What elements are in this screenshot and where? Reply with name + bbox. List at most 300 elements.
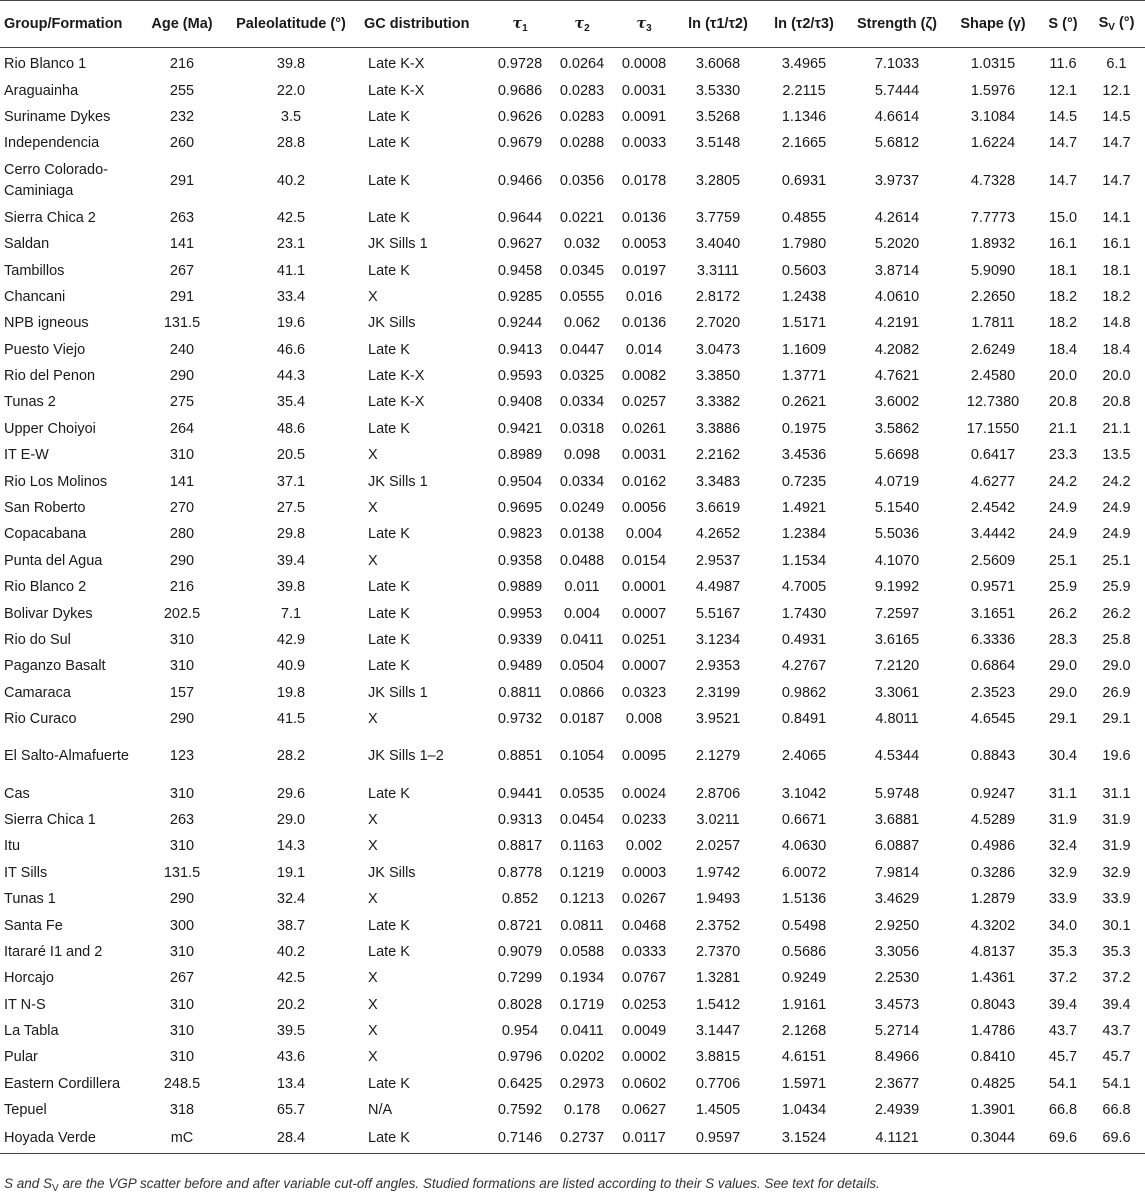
cell-ln-tau1-tau2: 0.9597 (674, 1123, 762, 1154)
cell-ln-tau1-tau2: 3.5148 (695, 135, 741, 152)
cell-ln-tau1-tau2: 3.3483 (695, 473, 741, 490)
cell-tau1: 0.9489 (497, 658, 543, 675)
cell-tau3: 0.0627 (621, 1102, 667, 1119)
cell-s: 29.0 (1048, 684, 1078, 701)
cell-age: 263 (169, 811, 195, 828)
cell-sv: 26.9 (1102, 684, 1131, 701)
cell-group: San Roberto (4, 500, 86, 517)
cell-sv: 25.1 (1102, 552, 1131, 569)
cell-tau2: 0.0866 (559, 684, 605, 701)
cell-tau1: 0.8811 (498, 684, 542, 701)
cell-s: 20.0 (1048, 368, 1078, 385)
cell-ln-tau1-tau2: 2.7370 (695, 943, 741, 960)
cell-tau1: 0.8721 (497, 917, 543, 934)
table-row (0, 284, 1145, 310)
cell-ln-tau1-tau2: 2.8706 (695, 785, 741, 802)
cell-ln-tau1-tau2: 3.8815 (695, 1049, 741, 1066)
cell-tau1: 0.9079 (497, 943, 543, 960)
cell-paleolatitude: 39.4 (276, 552, 306, 569)
table-row (0, 992, 1145, 1018)
cell-group: Araguainha (4, 82, 79, 99)
cell-ln-tau2-tau3: 4.2767 (781, 658, 827, 675)
cell-tau3: 0.0233 (621, 811, 667, 828)
cell-ln-tau1-tau2: 3.4040 (695, 236, 741, 253)
cell-sv: 20.8 (1102, 394, 1131, 411)
table-row (0, 780, 1145, 806)
cell-shape: 1.4361 (970, 970, 1016, 987)
cell-ln-tau2-tau3: 1.0434 (781, 1102, 827, 1119)
cell-group: NPB igneous (4, 315, 89, 332)
cell-ln-tau2-tau3: 0.6931 (781, 172, 827, 189)
cell-sv: 54.1 (1102, 1075, 1131, 1092)
cell-paleolatitude: 28.2 (276, 748, 306, 765)
cell-tau1: 0.9953 (497, 605, 543, 622)
cell-tau2: 0.0138 (559, 526, 605, 543)
cell-group: Hoyada Verde (0, 1123, 142, 1154)
cell-paleolatitude: 13.4 (276, 1075, 306, 1092)
cell-sv: 31.1 (1102, 785, 1131, 802)
table-row (0, 706, 1145, 732)
cell-strength: 4.6614 (874, 108, 920, 125)
cell-gc-distribution: X (368, 500, 378, 517)
cell-tau1: 0.7299 (497, 970, 543, 987)
cell-group: Independencia (4, 135, 100, 152)
cell-sv: 69.6 (1088, 1123, 1145, 1154)
cell-tau2: 0.1219 (559, 864, 605, 881)
cell-group: Itararé I1 and 2 (4, 943, 103, 960)
cell-strength: 3.9737 (874, 172, 920, 189)
tau3-subscript: 3 (646, 22, 652, 34)
cell-ln-tau2-tau3: 0.5603 (781, 262, 827, 279)
cell-group: Sierra Chica 1 (4, 811, 96, 828)
cell-ln-tau2-tau3: 0.4855 (781, 209, 827, 226)
cell-paleolatitude: 14.3 (276, 838, 306, 855)
cell-sv: 33.9 (1102, 891, 1131, 908)
table-row (0, 1123, 1145, 1154)
cell-group: Itu (4, 838, 21, 855)
table-header-row (0, 1, 1145, 48)
cell-s: 29.0 (1048, 658, 1078, 675)
cell-ln-tau2-tau3: 0.2621 (781, 394, 827, 411)
cell-age: 267 (169, 262, 195, 279)
cell-sv: 20.0 (1102, 368, 1131, 385)
cell-ln-tau2-tau3: 0.5498 (781, 917, 827, 934)
cell-group: Punta del Agua (4, 552, 103, 569)
cell-sv: 31.9 (1102, 811, 1131, 828)
cell-tau1: 0.9413 (497, 341, 543, 358)
cell-ln-tau2-tau3: 4.7005 (781, 579, 827, 596)
cell-strength: 2.4939 (874, 1102, 920, 1119)
cell-sv: 16.1 (1102, 236, 1131, 253)
cell-tau3: 0.0154 (621, 552, 667, 569)
cell-group: La Tabla (4, 1023, 59, 1040)
cell-age: 310 (169, 1023, 195, 1040)
cell-tau2: 0.032 (563, 236, 601, 253)
cell-strength: 3.3056 (874, 943, 920, 960)
cell-age: 240 (169, 341, 195, 358)
cell-age: 290 (169, 891, 195, 908)
cell-s: 24.9 (1048, 500, 1078, 517)
cell-gc-distribution: JK Sills (368, 864, 416, 881)
cell-sv: 18.4 (1102, 341, 1131, 358)
cell-shape: 0.4986 (970, 838, 1016, 855)
cell-shape: 2.4542 (970, 500, 1016, 517)
cell-tau1: 0.7592 (497, 1102, 543, 1119)
cell-gc-distribution: Late K (368, 108, 410, 125)
cell-paleolatitude: 39.8 (276, 56, 306, 73)
cell-gc-distribution: X (368, 838, 378, 855)
cell-tau1: 0.6425 (497, 1075, 543, 1092)
cell-strength: 7.1033 (874, 56, 920, 73)
cell-ln-tau2-tau3: 1.5171 (781, 315, 827, 332)
cell-shape: 1.7811 (971, 315, 1015, 332)
cell-group: Rio del Penon (4, 368, 96, 385)
cell-tau3: 0.0007 (621, 605, 667, 622)
cell-s: 18.2 (1048, 288, 1078, 305)
cell-sv: 21.1 (1102, 420, 1131, 437)
cell-strength: 4.7621 (874, 368, 920, 385)
footnote-s: S and S (4, 1176, 53, 1191)
table-body (0, 48, 1145, 1154)
cell-tau1: 0.9732 (497, 711, 543, 728)
cell-tau3: 0.014 (625, 341, 663, 358)
cell-group: Pular (4, 1049, 38, 1066)
cell-sv: 24.9 (1102, 500, 1131, 517)
table-row (0, 860, 1145, 886)
cell-group: Copacabana (4, 526, 87, 543)
cell-tau2: 0.0454 (559, 811, 605, 828)
cell-s: 24.9 (1048, 526, 1078, 543)
cell-sv: 18.2 (1102, 288, 1131, 305)
cell-shape: 6.3336 (970, 632, 1016, 648)
tau2-symbol: τ (574, 14, 585, 32)
cell-strength: 4.5344 (874, 748, 920, 765)
cell-shape: 2.4580 (970, 368, 1016, 385)
cell-tau1: 0.9358 (497, 552, 543, 569)
cell-group: Tunas 2 (4, 394, 56, 411)
cell-paleolatitude: 40.2 (276, 172, 306, 189)
cell-sv: 19.6 (1102, 748, 1131, 765)
cell-tau3: 0.0197 (621, 262, 667, 279)
cell-shape: 3.1084 (970, 108, 1016, 125)
cell-sv: 32.9 (1102, 864, 1131, 881)
cell-ln-tau1-tau2: 2.7020 (695, 315, 741, 332)
cell-gc-distribution: Late K (368, 605, 410, 622)
cell-paleolatitude: 42.5 (276, 209, 306, 226)
cell-tau2: 0.0555 (559, 288, 605, 305)
header-tau3 (614, 1, 674, 48)
cell-ln-tau2-tau3: 6.0072 (781, 864, 827, 881)
cell-tau2: 0.0334 (559, 473, 605, 490)
table-row (0, 337, 1145, 363)
cell-s: 37.2 (1048, 970, 1078, 987)
cell-group: Tepuel (4, 1102, 47, 1119)
cell-tau3: 0.0767 (621, 970, 667, 987)
cell-ln-tau2-tau3: 1.5136 (781, 891, 827, 908)
cell-strength: 5.9748 (874, 785, 920, 802)
table-row (0, 833, 1145, 859)
cell-age: 131.5 (163, 315, 201, 332)
cell-gc-distribution: Late K (368, 262, 410, 279)
cell-strength: 3.4573 (874, 996, 920, 1013)
cell-age: 248.5 (163, 1075, 201, 1092)
cell-paleolatitude: 20.2 (276, 996, 306, 1013)
cell-tau1: 0.9889 (497, 579, 543, 596)
cell-strength: 4.1070 (874, 552, 920, 569)
table-row (0, 389, 1145, 415)
cell-tau3: 0.004 (625, 526, 663, 543)
cell-tau1: 0.9285 (497, 288, 543, 305)
cell-age: 310 (169, 658, 195, 675)
cell-paleolatitude: 28.4 (222, 1123, 360, 1154)
cell-gc-distribution: Late K (368, 341, 410, 358)
cell-ln-tau2-tau3: 3.1042 (781, 785, 827, 802)
table-row (0, 574, 1145, 600)
cell-shape: 2.3523 (970, 684, 1016, 701)
cell-tau1: 0.9627 (497, 236, 543, 253)
cell-paleolatitude: 22.0 (276, 82, 306, 99)
cell-age: 157 (169, 684, 195, 701)
cell-s: 54.1 (1048, 1075, 1078, 1092)
cell-shape: 2.2650 (970, 288, 1016, 305)
cell-tau3: 0.0251 (621, 632, 667, 648)
cell-paleolatitude: 33.4 (276, 288, 306, 305)
cell-s: 45.7 (1048, 1049, 1078, 1066)
cell-age: 310 (169, 632, 195, 648)
cell-sv: 30.1 (1102, 917, 1131, 934)
cell-gc-distribution: X (368, 891, 378, 908)
sv-letter: S (1098, 15, 1109, 31)
cell-strength: 8.4966 (874, 1049, 920, 1066)
table-row (0, 600, 1145, 626)
cell-tau2: 0.0288 (559, 135, 605, 152)
cell-ln-tau2-tau3: 1.2438 (781, 288, 827, 305)
table-row (0, 1097, 1145, 1123)
cell-paleolatitude: 27.5 (276, 500, 306, 517)
header-shape: Shape (γ) (948, 1, 1038, 48)
cell-paleolatitude: 7.1 (280, 605, 302, 622)
cell-age: 216 (169, 56, 195, 73)
cell-shape: 1.0315 (970, 56, 1016, 73)
cell-tau2: 0.0535 (559, 785, 605, 802)
cell-strength: 5.6812 (874, 135, 920, 152)
cell-group: Cerro Colorado-Caminiaga (4, 161, 108, 199)
cell-age: 123 (169, 748, 195, 765)
cell-ln-tau2-tau3: 0.9249 (781, 970, 827, 987)
cell-s: 66.8 (1048, 1102, 1078, 1119)
cell-tau2: 0.0283 (559, 82, 605, 99)
cell-paleolatitude: 19.1 (276, 864, 306, 881)
header-ln-tau1-tau2: ln (τ1/τ2) (674, 1, 762, 48)
cell-paleolatitude: 20.5 (276, 447, 306, 464)
cell-tau2: 0.0447 (559, 341, 605, 358)
table-row (0, 965, 1145, 991)
cell-gc-distribution: Late K (368, 172, 410, 189)
cell-strength: 4.2191 (874, 315, 920, 332)
cell-age: 291 (169, 172, 195, 189)
cell-paleolatitude: 19.6 (276, 315, 306, 332)
cell-gc-distribution: X (368, 1023, 378, 1040)
cell-s: 14.7 (1048, 135, 1078, 152)
cell-paleolatitude: 41.5 (276, 711, 306, 728)
cell-ln-tau1-tau2: 2.0257 (695, 838, 741, 855)
cell-strength: 3.6881 (874, 811, 920, 828)
cell-age: 290 (169, 368, 195, 385)
cell-tau2: 0.0411 (560, 632, 604, 648)
cell-tau2: 0.0187 (559, 711, 605, 728)
cell-tau1: 0.9796 (497, 1049, 543, 1066)
cell-shape: 0.4825 (970, 1075, 1016, 1092)
cell-tau3: 0.0117 (614, 1123, 674, 1154)
tau1-subscript: 1 (522, 22, 528, 34)
cell-ln-tau1-tau2: 3.9521 (695, 711, 741, 728)
cell-tau1: 0.852 (501, 891, 539, 908)
cell-tau3: 0.0031 (621, 82, 667, 99)
cell-group: El Salto-Almafuerte (4, 747, 129, 764)
cell-shape: 2.5609 (970, 552, 1016, 569)
cell-group: IT Sills (4, 864, 48, 881)
cell-age: 310 (169, 785, 195, 802)
cell-strength: 3.6002 (874, 394, 920, 411)
cell-ln-tau2-tau3: 0.1975 (781, 420, 827, 437)
cell-sv: 14.8 (1102, 315, 1131, 332)
cell-s: 31.1 (1048, 785, 1078, 802)
cell-ln-tau2-tau3: 1.9161 (781, 996, 827, 1013)
cell-ln-tau2-tau3: 0.7235 (781, 473, 827, 490)
cell-tau3: 0.0031 (621, 447, 667, 464)
cell-age: 267 (169, 970, 195, 987)
header-ln-tau2-tau3: ln (τ2/τ3) (762, 1, 846, 48)
cell-tau2: 0.0318 (559, 420, 605, 437)
table-row (0, 653, 1145, 679)
cell-strength: 5.2714 (874, 1023, 920, 1040)
cell-tau1: 0.9823 (497, 526, 543, 543)
cell-ln-tau1-tau2: 1.5412 (695, 996, 741, 1013)
cell-tau2: 0.0202 (559, 1049, 605, 1066)
table-row (0, 495, 1145, 521)
cell-sv: 25.9 (1102, 579, 1131, 596)
header-gc-distribution: GC distribution (360, 1, 490, 48)
cell-sv: 14.5 (1102, 108, 1131, 125)
cell-tau2: 0.011 (564, 579, 600, 596)
cell-ln-tau2-tau3: 1.7430 (781, 605, 827, 622)
cell-tau2: 0.004 (563, 605, 601, 622)
cell-shape: 5.9090 (970, 262, 1016, 279)
cell-gc-distribution: Late K (368, 658, 410, 675)
cell-tau1: 0.9244 (497, 315, 543, 332)
cell-tau3: 0.0053 (621, 236, 667, 253)
cell-sv: 39.4 (1102, 996, 1131, 1013)
cell-tau2: 0.1054 (559, 748, 605, 765)
cell-ln-tau1-tau2: 1.4505 (695, 1102, 741, 1119)
cell-s: 43.7 (1048, 1023, 1078, 1040)
cell-tau3: 0.0003 (621, 864, 667, 881)
cell-gc-distribution: Late K (368, 135, 410, 152)
cell-shape: 1.4786 (970, 1023, 1016, 1040)
cell-group: Saldan (4, 236, 50, 253)
header-age: Age (Ma) (142, 1, 222, 48)
cell-tau2: 0.098 (563, 447, 601, 464)
cell-strength: 7.9814 (874, 864, 920, 881)
cell-ln-tau1-tau2: 1.3281 (695, 970, 741, 987)
cell-tau1: 0.9593 (497, 368, 543, 385)
cell-ln-tau1-tau2: 2.3752 (695, 917, 741, 934)
cell-ln-tau2-tau3: 2.2115 (782, 82, 826, 99)
cell-tau3: 0.0261 (621, 420, 667, 437)
cell-strength: 6.0887 (874, 838, 920, 855)
cell-s: 16.1 (1048, 236, 1078, 253)
cell-s: 32.9 (1048, 864, 1078, 881)
cell-s: 30.4 (1048, 748, 1078, 765)
cell-ln-tau2-tau3: 4.6151 (781, 1049, 827, 1066)
cell-age: 232 (169, 108, 195, 125)
cell-age: 263 (169, 209, 195, 226)
cell-age: 141 (169, 236, 195, 253)
cell-shape: 0.9571 (970, 579, 1016, 596)
cell-strength: 4.2614 (874, 209, 920, 226)
cell-ln-tau2-tau3: 0.4931 (781, 632, 827, 648)
cell-paleolatitude: 40.2 (276, 943, 306, 960)
cell-paleolatitude: 39.5 (276, 1023, 306, 1040)
cell-paleolatitude: 23.1 (276, 236, 306, 253)
cell-age: 310 (169, 838, 195, 855)
cell-ln-tau1-tau2: 2.8172 (695, 288, 741, 305)
cell-ln-tau2-tau3: 1.1609 (781, 341, 827, 358)
cell-gc-distribution: Late K-X (368, 56, 425, 73)
cell-gc-distribution: X (368, 447, 378, 464)
header-tau2 (550, 1, 614, 48)
cell-shape: 0.6864 (970, 658, 1016, 675)
cell-paleolatitude: 48.6 (276, 420, 306, 437)
cell-strength: 3.6165 (874, 632, 920, 648)
cell-strength: 2.2530 (874, 970, 920, 987)
cell-gc-distribution: Late K-X (368, 82, 425, 99)
cell-tau2: 0.0488 (559, 552, 605, 569)
cell-sv: 66.8 (1102, 1102, 1131, 1119)
cell-shape: 1.8932 (970, 236, 1016, 253)
table-footnote (4, 1176, 880, 1194)
header-strength: Strength (ζ) (846, 1, 948, 48)
cell-ln-tau2-tau3: 1.1346 (781, 108, 827, 125)
cell-tau1: 0.8778 (497, 864, 543, 881)
cell-tau3: 0.0002 (621, 1049, 667, 1066)
cell-sv: 24.2 (1102, 473, 1131, 490)
cell-sv: 43.7 (1102, 1023, 1131, 1040)
cell-s: 18.4 (1048, 341, 1078, 358)
cell-ln-tau2-tau3: 1.3771 (781, 368, 827, 385)
cell-strength: 3.8714 (874, 262, 920, 279)
footnote-sv-sub: V (52, 1183, 59, 1194)
cell-gc-distribution: N/A (368, 1102, 393, 1119)
cell-tau3: 0.0136 (621, 315, 667, 332)
cell-group: IT N-S (4, 996, 46, 1013)
cell-sv: 13.5 (1102, 447, 1131, 464)
cell-group: Rio Curaco (4, 711, 77, 728)
cell-paleolatitude: 44.3 (276, 368, 306, 385)
cell-ln-tau1-tau2: 3.1234 (695, 632, 741, 648)
cell-s: 39.4 (1048, 996, 1078, 1013)
cell-tau2: 0.0504 (559, 658, 605, 675)
cell-shape: 2.6249 (970, 341, 1016, 358)
cell-tau1: 0.9313 (497, 811, 543, 828)
cell-strength: 4.8011 (875, 711, 919, 728)
cell-tau1: 0.9504 (497, 473, 543, 490)
cell-age: 260 (169, 135, 195, 152)
table-row (0, 886, 1145, 912)
cell-s: 20.8 (1048, 394, 1078, 411)
cell-tau1: 0.9421 (497, 420, 543, 437)
cell-ln-tau2-tau3: 1.7980 (781, 236, 827, 253)
